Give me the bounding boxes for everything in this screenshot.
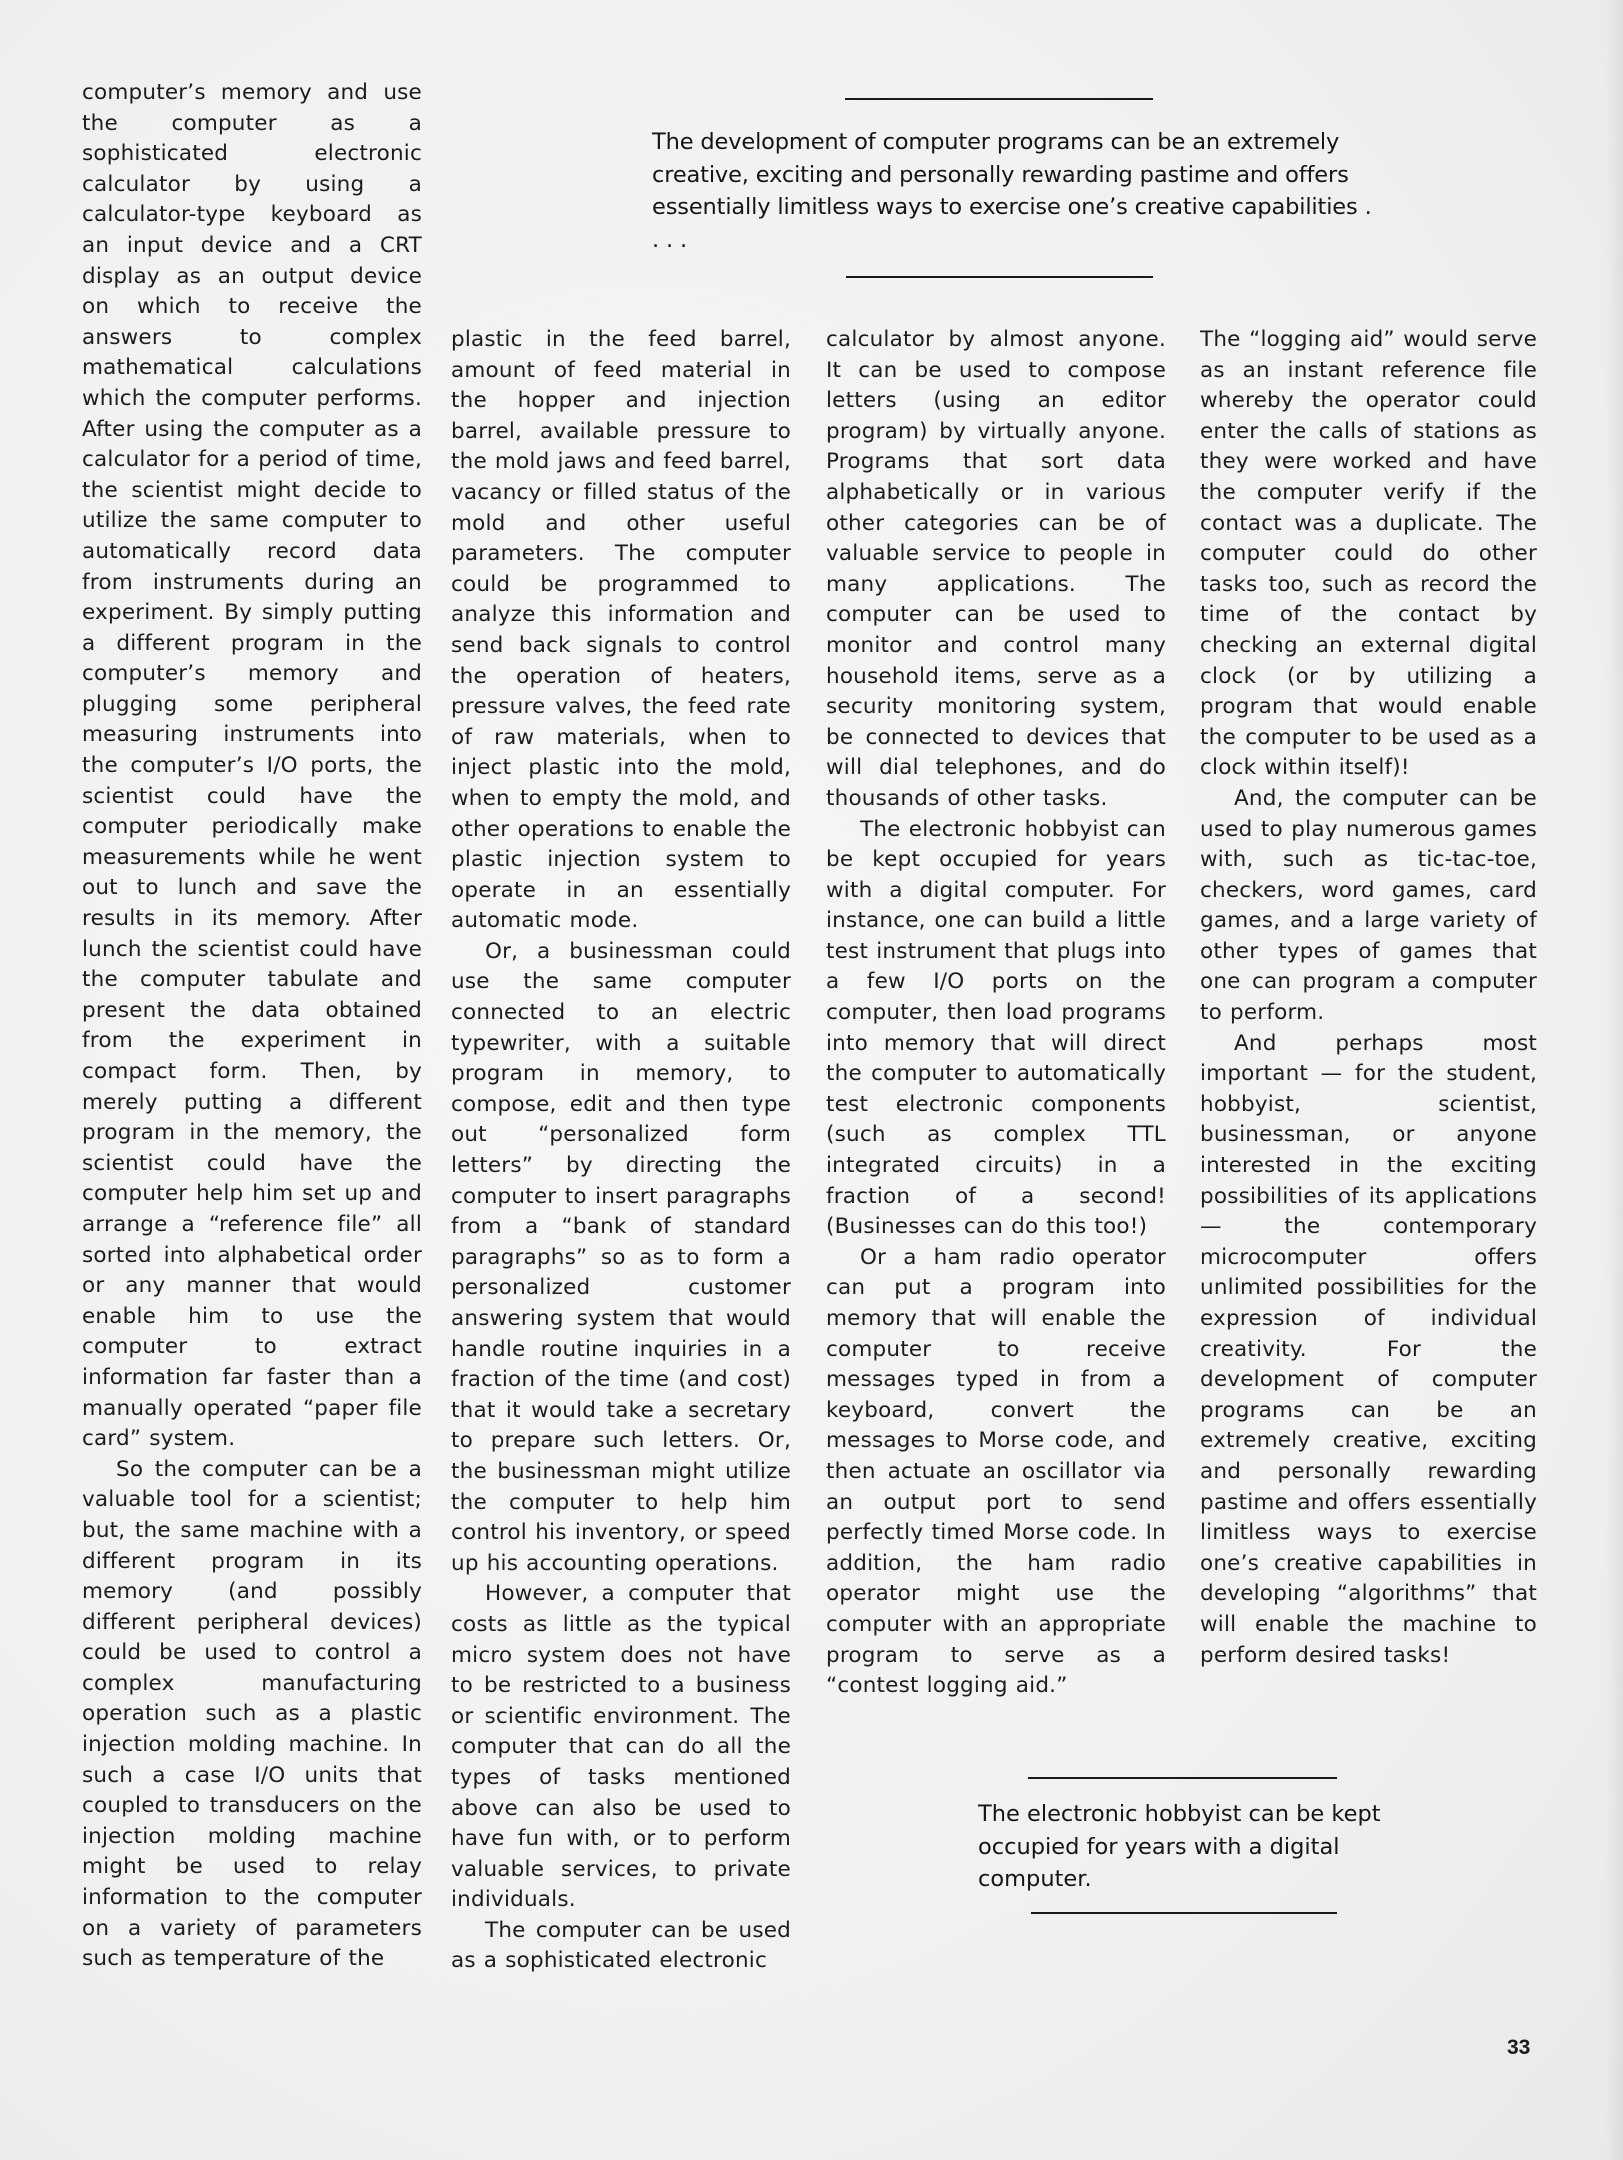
paragraph: So the computer can be a valuable tool for a scientist; but, the same machine with a different program in its memory (and possibly different peripheral devices) could be used to control a complex manufacturing operation such as a plastic injection molding machine. In such a case I/O units that coupled to transducers on the injection molding machine might be used to relay information to the computer on a variety of parameters such as temperature of the [82,1456,422,1972]
article-column-4 [1200,325,1537,1671]
paragraph: Or, a businessman could use the same computer connected to an electric typewriter, with a suitable program in memory, to compose, edit and then type out “personalized form letters” by directing the computer to insert paragraphs from a “bank of standard paragraphs” so as to form a personalized customer answering system that would handle routine inquiries in a fraction of the time (and cost) that it would take a secretary to prepare such letters. Or, the businessman might utilize the computer to help him control his inventory, or speed up his accounting operations. [451,938,791,1576]
pull-quote-top-rule-lower [846,276,1153,278]
page-edge-shadow [1605,0,1623,2160]
paragraph: And perhaps most important — for the student, hobbyist, scientist, businessman, or anyone interested in the exciting possibilities of its applications — the contemporary microcomputer offers unlimited possibilities for the expression of individual creativity. For the development of computer programs can be an extremely creative, exciting and personally rewarding pastime and offers essentially limitless ways to exercise one’s creative capabilities in developing “algorithms” that will enable the machine to perform desired tasks! [1200,1030,1537,1668]
article-column-1 [82,78,422,1975]
pull-quote-top: The development of computer programs can be an extremely creative, exciting and personally rewarding pastime and offers essentially limitless ways to exercise one’s creative capabilities . . . . [652,129,1372,253]
article-column-2 [451,325,791,1977]
paragraph: The “logging aid” would serve as an instant reference file whereby the operator could enter the calls of stations as they were worked and have the computer verify if the contact was a duplicate. The computer could do other tasks too, such as record the time of the contact by checking an external digital clock (or by utilizing a program that would enable the computer to be used as a clock within itself)! [1200,327,1537,781]
article-column-3 [826,325,1166,1702]
pull-quote-bottom-rule-lower [1031,1912,1337,1914]
paragraph: The computer can be used as a sophisticated electronic [451,1917,791,1974]
page-number: 33 [1507,2036,1531,2059]
paragraph: The electronic hobbyist can be kept occupied for years with a digital computer. For instance, one can build a little test instrument that plugs into a few I/O ports on the computer, then load programs into memory that will direct the computer to automatically test electronic components (such as complex TTL integrated circuits) in a fraction of a second! (Businesses can do this too!) [826,816,1166,1240]
pull-quote-bottom: The electronic hobbyist can be kept occupied for years with a digital computer. [978,1801,1381,1892]
paragraph: Or a ham radio operator can put a program into memory that will enable the computer to receive messages typed in from a keyboard, convert the messages to Morse code, and then actuate an oscillator via an output port to send perfectly timed Morse code. In addition, the ham radio operator might use the computer with an appropriate program to serve as a “contest logging aid.” [826,1244,1166,1699]
paragraph: plastic in the feed barrel, amount of feed material in the hopper and injection barrel, available pressure to the mold jaws and feed barrel, vacancy or filled status of the mold and other useful parameters. The computer could be programmed to analyze this information and send back signals to control the operation of heaters, pressure valves, the feed rate of raw materials, when to inject plastic into the mold, when to empty the mold, and other operations to enable the plastic injection system to operate in an essentially automatic mode. [451,327,791,934]
pull-quote-bottom-rule-upper [1028,1777,1337,1779]
paragraph: However, a computer that costs as little as the typical micro system does not have to be restricted to a business or scientific environment. The computer that can do all the types of tasks mentioned above can also be used to have fun with, or to perform valuable services, to private individuals. [451,1581,791,1913]
paragraph: And, the computer can be used to play numerous games with, such as tic-tac-toe, checkers, word games, card games, and a large variety of other types of games that one can program a computer to perform. [1200,785,1537,1026]
pull-quote-top-rule-upper [845,98,1153,100]
paragraph: calculator by almost anyone. It can be used to compose letters (using an editor program) by virtually anyone. Programs that sort data alphabetically or in various other categories can be of valuable service to people in many applications. The computer can be used to monitor and control many household items, serve as a security monitoring system, be connected to devices that will dial telephones, and do thousands of other tasks. [826,327,1166,811]
paragraph: computer’s memory and use the computer as a sophisticated electronic calculator by using a calculator-type keyboard as an input device and a CRT display as an output device on which to receive the answers to complex mathematical calculations which the computer performs. After using the computer as a calculator for a period of time, the scientist might decide to utilize the same computer to automatically record data from instruments during an experiment. By simply putting a different program in the computer’s memory and plugging some peripheral measuring instruments into the computer’s I/O ports, the scientist could have the computer periodically make measurements while he went out to lunch and save the results in its memory. After lunch the scientist could have the computer tabulate and present the data obtained from the experiment in compact form. Then, by merely putting a different program in the memory, the scientist could have the computer help him set up and arrange a “reference file” all sorted into alphabetical order or any manner that would enable him to use the computer to extract information far faster than a manually operated “paper file card” system. [82,80,422,1452]
